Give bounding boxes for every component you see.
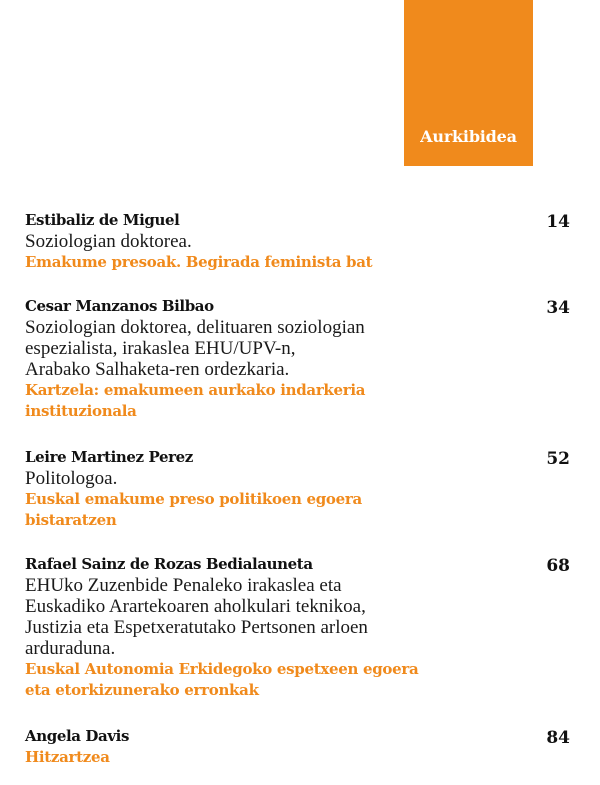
page-number: 68 [546,556,570,576]
author-description: Soziologian doktorea, delituaren soziologian [25,317,365,338]
article-title[interactable]: Hitzartzea [25,748,110,766]
author-description: arduraduna. [25,638,116,659]
author-name: Cesar Manzanos Bilbao [25,297,214,315]
author-description: espezialista, irakaslea EHU/UPV-n, [25,338,296,359]
author-name: Angela Davis [25,727,130,745]
article-title[interactable]: instituzionala [25,402,137,420]
toc-entry[interactable] [25,296,570,422]
article-title[interactable]: Euskal Autonomia Erkidegoko espetxeen egoera [25,660,419,678]
article-title[interactable]: Kartzela: emakumeen aurkako indarkeria [25,381,366,399]
author-description: Justizia eta Espetxeratutako Pertsonen arloen [25,617,368,638]
article-title[interactable]: Emakume presoak. Begirada feminista bat [25,253,373,271]
author-name: Leire Martinez Perez [25,448,193,466]
toc-entry[interactable] [25,554,570,701]
author-description: Arabako Salhaketa-ren ordezkaria. [25,359,290,380]
page-title: Aurkibidea [420,127,517,146]
page-number: 52 [546,449,570,469]
page-number: 84 [546,728,570,748]
page-number: 14 [546,212,570,232]
toc-entry[interactable] [25,726,570,768]
author-name: Rafael Sainz de Rozas Bedialauneta [25,555,313,573]
article-title[interactable]: eta etorkizunerako erronkak [25,681,259,699]
toc-entry[interactable] [25,210,570,273]
author-description: Euskadiko Arartekoaren aholkulari teknikoa, [25,596,366,617]
author-name: Estibaliz de Miguel [25,211,180,229]
page-number: 34 [546,298,570,318]
author-description: EHUko Zuzenbide Penaleko irakaslea eta [25,575,342,596]
author-description: Politologoa. [25,468,118,489]
author-description: Soziologian doktorea. [25,231,192,252]
toc-entry[interactable] [25,447,570,531]
article-title[interactable]: Euskal emakume preso politikoen egoera [25,490,362,508]
header-tab [404,0,533,166]
article-title[interactable]: bistaratzen [25,511,117,529]
